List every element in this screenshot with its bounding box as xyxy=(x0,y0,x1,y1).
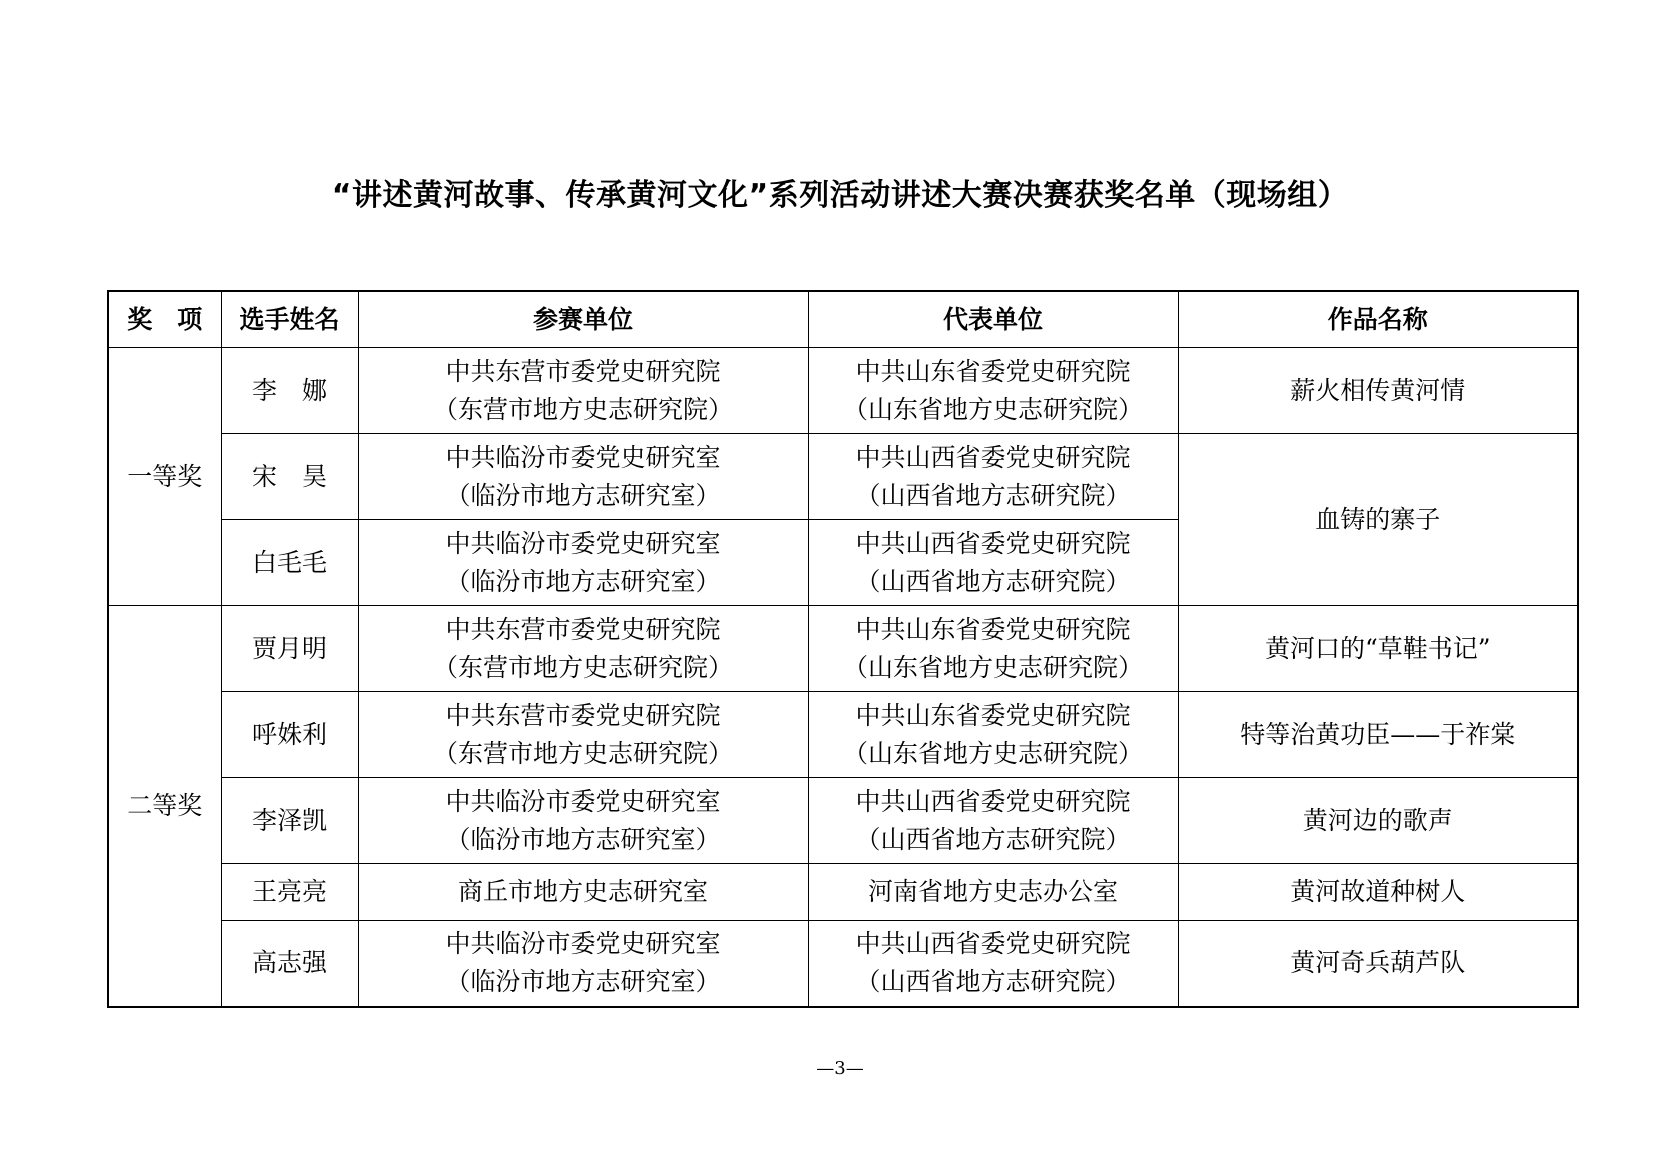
rep-cell: 河南省地方史志办公室 xyxy=(808,864,1178,921)
unit-line: （临汾市地方志研究室） xyxy=(445,566,721,596)
rep-line: （山西省地方志研究院） xyxy=(855,824,1131,854)
unit-cell xyxy=(358,520,808,606)
rep-line: （山西省地方志研究院） xyxy=(855,480,1131,510)
rep-cell xyxy=(808,348,1178,434)
unit-cell xyxy=(358,692,808,778)
unit-line: 中共东营市委党史研究院 xyxy=(445,700,721,730)
unit-line: 中共东营市委党史研究院 xyxy=(445,356,721,386)
award-cell: 一等奖 xyxy=(108,348,221,606)
rep-cell xyxy=(808,434,1178,520)
rep-line: 中共山西省委党史研究院 xyxy=(855,929,1131,959)
table-row xyxy=(108,434,1578,520)
rep-cell xyxy=(808,606,1178,692)
unit-cell: 商丘市地方史志研究室 xyxy=(358,864,808,921)
rep-line: （山东省地方史志研究院） xyxy=(842,738,1143,768)
page-number: —3— xyxy=(816,1058,864,1079)
rep-line: （山西省地方志研究院） xyxy=(855,967,1131,997)
work-cell: 黄河口的“草鞋书记” xyxy=(1178,606,1578,692)
unit-line: 中共东营市委党史研究院 xyxy=(445,614,721,644)
table-row xyxy=(108,921,1578,1007)
document-title: “讲述黄河故事、传承黄河文化”系列活动讲述大赛决赛获奖名单（现场组） xyxy=(331,178,1349,213)
header-name: 选手姓名 xyxy=(221,291,358,348)
rep-line: （山东省地方史志研究院） xyxy=(842,652,1143,682)
unit-line: （临汾市地方志研究室） xyxy=(445,480,721,510)
header-unit: 参赛单位 xyxy=(358,291,808,348)
unit-line: 中共临汾市委党史研究室 xyxy=(445,442,721,472)
unit-line: 中共临汾市委党史研究室 xyxy=(445,528,721,558)
unit-line: （临汾市地方志研究室） xyxy=(445,967,721,997)
name-cell: 高志强 xyxy=(221,921,358,1007)
table-row xyxy=(108,864,1578,921)
rep-cell xyxy=(808,921,1178,1007)
rep-line: （山西省地方志研究院） xyxy=(855,566,1131,596)
unit-line: 中共临汾市委党史研究室 xyxy=(445,786,721,816)
name-cell: 白毛毛 xyxy=(221,520,358,606)
name-cell: 李泽凯 xyxy=(221,778,358,864)
rep-cell xyxy=(808,778,1178,864)
unit-cell xyxy=(358,921,808,1007)
unit-line: （东营市地方史志研究院） xyxy=(432,652,733,682)
unit-line: （东营市地方史志研究院） xyxy=(432,394,733,424)
unit-cell xyxy=(358,778,808,864)
unit-cell xyxy=(358,606,808,692)
awards-table xyxy=(107,290,1579,1008)
work-cell: 薪火相传黄河情 xyxy=(1178,348,1578,434)
table-row xyxy=(108,606,1578,692)
name-cell: 贾月明 xyxy=(221,606,358,692)
table-row xyxy=(108,778,1578,864)
name-cell: 宋 昊 xyxy=(221,434,358,520)
rep-line: 中共山西省委党史研究院 xyxy=(855,442,1131,472)
name-cell: 李 娜 xyxy=(221,348,358,434)
table-row xyxy=(108,692,1578,778)
rep-cell xyxy=(808,520,1178,606)
unit-cell xyxy=(358,434,808,520)
rep-cell xyxy=(808,692,1178,778)
name-cell: 王亮亮 xyxy=(221,864,358,921)
unit-line: 中共临汾市委党史研究室 xyxy=(445,929,721,959)
header-award: 奖 项 xyxy=(108,291,221,348)
rep-line: 中共山东省委党史研究院 xyxy=(855,614,1131,644)
work-cell: 血铸的寨子 xyxy=(1178,434,1578,606)
unit-line: （东营市地方史志研究院） xyxy=(432,738,733,768)
award-cell: 二等奖 xyxy=(108,606,221,1007)
header-representative: 代表单位 xyxy=(808,291,1178,348)
name-cell: 呼姝利 xyxy=(221,692,358,778)
work-cell: 特等治黄功臣——于祚棠 xyxy=(1178,692,1578,778)
table-row xyxy=(108,348,1578,434)
unit-cell xyxy=(358,348,808,434)
work-cell: 黄河奇兵葫芦队 xyxy=(1178,921,1578,1007)
table-header-row xyxy=(108,291,1578,348)
rep-line: 中共山东省委党史研究院 xyxy=(855,356,1131,386)
work-cell: 黄河边的歌声 xyxy=(1178,778,1578,864)
rep-line: 中共山东省委党史研究院 xyxy=(855,700,1131,730)
unit-line: （临汾市地方志研究室） xyxy=(445,824,721,854)
rep-line: 中共山西省委党史研究院 xyxy=(855,786,1131,816)
rep-line: （山东省地方史志研究院） xyxy=(842,394,1143,424)
work-cell: 黄河故道种树人 xyxy=(1178,864,1578,921)
header-work: 作品名称 xyxy=(1178,291,1578,348)
rep-line: 中共山西省委党史研究院 xyxy=(855,528,1131,558)
